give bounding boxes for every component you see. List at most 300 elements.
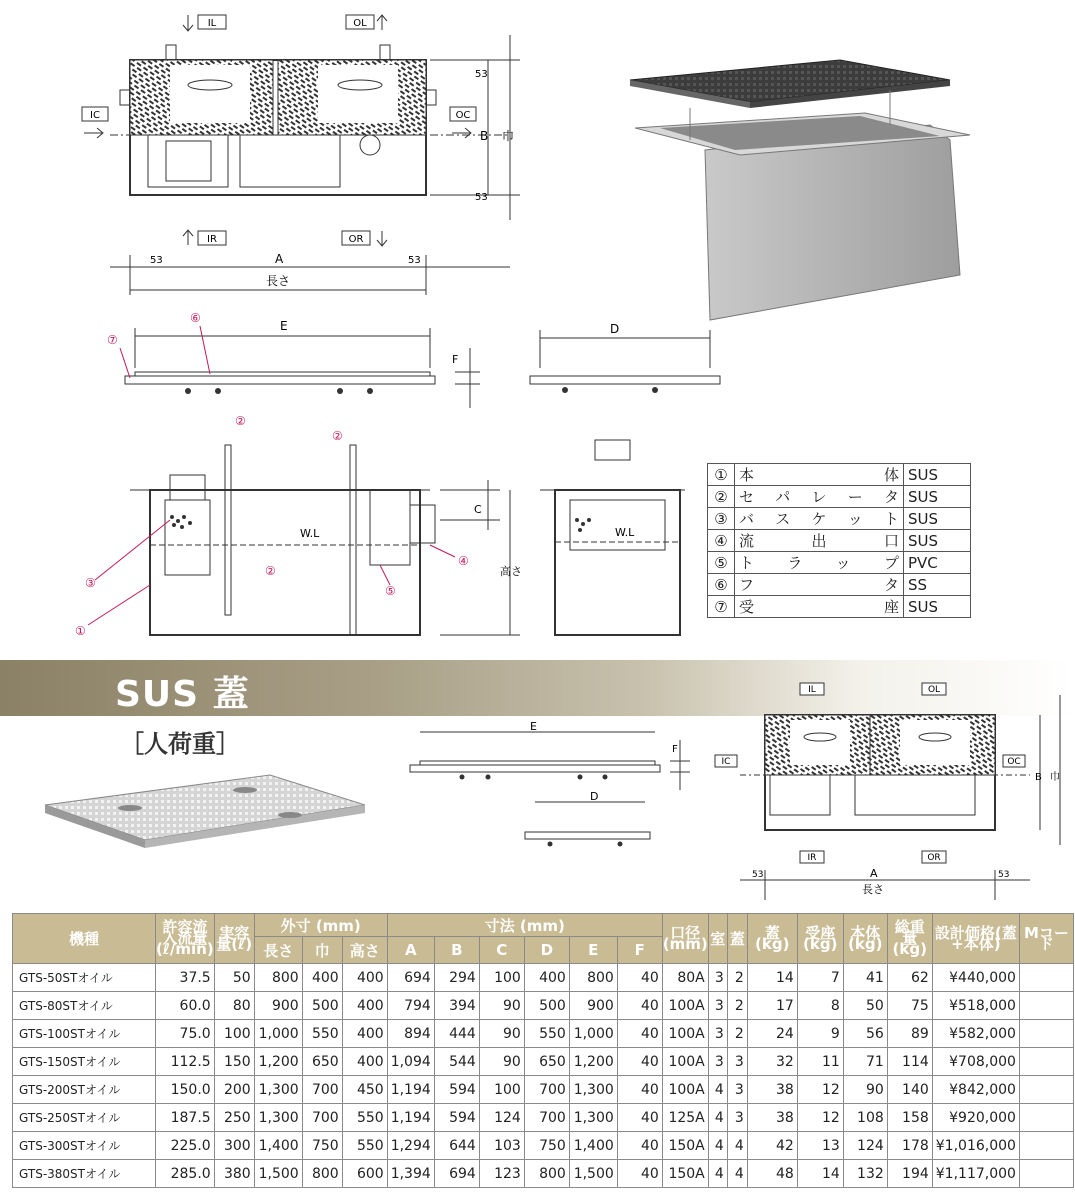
svg-text:高さ: 高さ xyxy=(500,565,522,578)
table-cell: 50 xyxy=(214,964,254,992)
table-cell: 90 xyxy=(479,992,524,1020)
th-capacity: 実容量(ℓ) xyxy=(214,914,254,964)
section-side-view xyxy=(70,414,530,650)
table-row xyxy=(13,1160,1074,1188)
svg-text:IL: IL xyxy=(207,18,217,29)
part-name-char: ッ xyxy=(847,510,863,528)
table-cell: 17 xyxy=(747,992,797,1020)
table-cell: 1,200 xyxy=(254,1048,302,1076)
th-outer: 外寸 (mm) xyxy=(254,914,387,937)
section-subtitle: ［人荷重］ xyxy=(120,730,240,758)
table-cell: 42 xyxy=(747,1132,797,1160)
table-cell: 40 xyxy=(617,1104,662,1132)
th-width: 巾 xyxy=(302,937,342,964)
part-name-char: セ xyxy=(739,488,755,506)
model-cell: GTS-250STオイル xyxy=(13,1104,156,1132)
table-cell xyxy=(1019,1104,1073,1132)
table-cell: 300 xyxy=(214,1132,254,1160)
svg-text:53: 53 xyxy=(998,870,1010,880)
th-e: E xyxy=(569,937,617,964)
svg-text:②: ② xyxy=(235,414,246,428)
svg-text:53: 53 xyxy=(475,192,488,203)
svg-text:53: 53 xyxy=(408,255,421,266)
th-flow: 許容流入流量(ℓ/min) xyxy=(156,914,215,964)
table-cell: 90 xyxy=(479,1048,524,1076)
table-cell: 1,300 xyxy=(254,1104,302,1132)
table-cell: ¥582,000 xyxy=(932,1020,1019,1048)
table-cell: 62 xyxy=(887,964,932,992)
oc-label xyxy=(450,107,476,138)
table-row xyxy=(13,964,1074,992)
part-name xyxy=(735,486,904,508)
part-name xyxy=(735,530,904,552)
table-cell: 60.0 xyxy=(156,992,215,1020)
table-cell: 100A xyxy=(662,1020,708,1048)
svg-text:IR: IR xyxy=(207,234,217,245)
table-cell: 2 xyxy=(727,992,747,1020)
table-row xyxy=(13,1132,1074,1160)
part-material: SUS xyxy=(904,596,971,618)
model-cell: GTS-300STオイル xyxy=(13,1132,156,1160)
svg-text:E: E xyxy=(530,720,537,733)
part-name-char: 口 xyxy=(883,532,899,550)
table-cell: 24 xyxy=(747,1020,797,1048)
sus-plan-view xyxy=(710,675,1070,905)
svg-text:⑤: ⑤ xyxy=(385,584,396,598)
table-cell: 4 xyxy=(708,1076,727,1104)
table-cell: 1,194 xyxy=(387,1076,434,1104)
table-cell: 40 xyxy=(617,1020,662,1048)
table-cell: 644 xyxy=(434,1132,479,1160)
part-name-char: 流 xyxy=(739,532,755,550)
svg-text:B: B xyxy=(1035,772,1042,783)
table-cell: 694 xyxy=(434,1160,479,1188)
table-cell: 400 xyxy=(342,1048,387,1076)
table-cell: 1,200 xyxy=(569,1048,617,1076)
table-cell: 380 xyxy=(214,1160,254,1188)
parts-row xyxy=(708,486,971,508)
part-name-char: ト xyxy=(883,510,899,528)
table-cell: 450 xyxy=(342,1076,387,1104)
svg-text:OC: OC xyxy=(1007,757,1021,767)
part-number: ⑥ xyxy=(708,574,735,596)
table-cell: 394 xyxy=(434,992,479,1020)
svg-text:⑥: ⑥ xyxy=(190,311,201,325)
table-cell: 800 xyxy=(254,964,302,992)
svg-text:W.L: W.L xyxy=(300,527,320,540)
svg-text:D: D xyxy=(590,790,599,803)
table-cell: 150A xyxy=(662,1132,708,1160)
th-bore: 口径(mm) xyxy=(662,914,708,964)
table-cell: 400 xyxy=(342,1020,387,1048)
table-cell: 700 xyxy=(524,1104,569,1132)
table-cell: 4 xyxy=(708,1132,727,1160)
part-name-char: ト xyxy=(739,554,755,572)
table-cell: 37.5 xyxy=(156,964,215,992)
table-cell: 140 xyxy=(887,1076,932,1104)
table-cell: 1,500 xyxy=(254,1160,302,1188)
th-a: A xyxy=(387,937,434,964)
svg-text:巾: 巾 xyxy=(502,129,515,143)
table-cell: 75 xyxy=(887,992,932,1020)
th-lids: 蓋 xyxy=(727,914,747,964)
table-cell: 550 xyxy=(524,1020,569,1048)
svg-text:A: A xyxy=(275,252,284,266)
table-cell: 800 xyxy=(569,964,617,992)
table-cell: 694 xyxy=(387,964,434,992)
part-name-char: 座 xyxy=(883,598,899,616)
svg-text:③: ③ xyxy=(85,576,96,590)
part-number: ③ xyxy=(708,508,735,530)
table-cell: 108 xyxy=(843,1104,887,1132)
table-cell: 194 xyxy=(887,1160,932,1188)
section-end-view xyxy=(535,430,695,645)
svg-text:OR: OR xyxy=(348,234,364,245)
svg-text:⑦: ⑦ xyxy=(107,333,118,347)
table-cell: 594 xyxy=(434,1104,479,1132)
table-cell: 1,000 xyxy=(569,1020,617,1048)
part-material: SUS xyxy=(904,530,971,552)
table-cell: 40 xyxy=(617,964,662,992)
svg-text:IL: IL xyxy=(808,685,816,695)
th-b: B xyxy=(434,937,479,964)
svg-text:D: D xyxy=(610,322,620,336)
table-cell: 112.5 xyxy=(156,1048,215,1076)
table-cell: 1,300 xyxy=(569,1104,617,1132)
table-cell: 700 xyxy=(524,1076,569,1104)
table-cell: 250 xyxy=(214,1104,254,1132)
table-cell: 90 xyxy=(843,1076,887,1104)
table-cell xyxy=(1019,1132,1073,1160)
table-cell xyxy=(1019,1020,1073,1048)
svg-text:C: C xyxy=(474,503,482,516)
part-name-char: ス xyxy=(775,510,791,528)
model-cell: GTS-150STオイル xyxy=(13,1048,156,1076)
table-cell: 41 xyxy=(843,964,887,992)
table-cell: 9 xyxy=(797,1020,843,1048)
product-photo xyxy=(620,40,980,325)
table-cell: 800 xyxy=(302,1160,342,1188)
table-cell: ¥518,000 xyxy=(932,992,1019,1020)
table-cell: 124 xyxy=(479,1104,524,1132)
svg-text:OL: OL xyxy=(927,685,941,695)
part-name-char: 本 xyxy=(739,466,755,484)
table-cell: 200 xyxy=(214,1076,254,1104)
table-cell: 4 xyxy=(727,1132,747,1160)
th-price: 設計価格(蓋+本体) xyxy=(932,914,1019,964)
th-total-kg: 総重量(kg) xyxy=(887,914,932,964)
svg-text:F: F xyxy=(672,744,678,755)
part-number: ① xyxy=(708,464,735,486)
table-cell: 40 xyxy=(617,1076,662,1104)
part-name-char: 出 xyxy=(811,532,827,550)
th-length: 長さ xyxy=(254,937,302,964)
table-row xyxy=(13,1020,1074,1048)
table-cell: 400 xyxy=(302,964,342,992)
table-cell: 100A xyxy=(662,1048,708,1076)
table-cell: 550 xyxy=(342,1132,387,1160)
table-cell: 3 xyxy=(727,1076,747,1104)
part-name-char: ー xyxy=(847,488,863,506)
part-name-char: フ xyxy=(739,576,755,594)
table-cell xyxy=(1019,992,1073,1020)
ir-label xyxy=(183,230,226,245)
table-cell: 150 xyxy=(214,1048,254,1076)
table-cell: 14 xyxy=(747,964,797,992)
table-cell: 40 xyxy=(617,1132,662,1160)
table-cell: 13 xyxy=(797,1132,843,1160)
table-cell: 1,500 xyxy=(569,1160,617,1188)
table-cell: 285.0 xyxy=(156,1160,215,1188)
table-cell: 4 xyxy=(708,1104,727,1132)
table-cell: 158 xyxy=(887,1104,932,1132)
table-cell: 80A xyxy=(662,964,708,992)
part-name-char: パ xyxy=(775,488,791,506)
table-cell: 700 xyxy=(302,1104,342,1132)
th-lid-kg: 蓋(kg) xyxy=(747,914,797,964)
table-cell: ¥440,000 xyxy=(932,964,1019,992)
svg-text:A: A xyxy=(870,867,878,880)
table-cell: 700 xyxy=(302,1076,342,1104)
table-cell: 794 xyxy=(387,992,434,1020)
table-cell: 40 xyxy=(617,1048,662,1076)
table-cell: 40 xyxy=(617,1160,662,1188)
svg-text:OL: OL xyxy=(353,18,367,29)
table-cell: 1,294 xyxy=(387,1132,434,1160)
table-cell: 100A xyxy=(662,992,708,1020)
section-title: SUS 蓋 xyxy=(115,674,250,715)
table-cell: 150A xyxy=(662,1160,708,1188)
table-row xyxy=(13,1104,1074,1132)
part-name xyxy=(735,508,904,530)
table-cell: 8 xyxy=(797,992,843,1020)
table-cell: ¥920,000 xyxy=(932,1104,1019,1132)
part-number: ⑤ xyxy=(708,552,735,574)
table-cell: 1,400 xyxy=(254,1132,302,1160)
model-cell: GTS-380STオイル xyxy=(13,1160,156,1188)
part-name-char: ケ xyxy=(811,510,827,528)
table-cell: 1,394 xyxy=(387,1160,434,1188)
th-seat-kg: 受座(kg) xyxy=(797,914,843,964)
table-cell: 900 xyxy=(569,992,617,1020)
part-name-char: バ xyxy=(739,510,755,528)
svg-text:巾: 巾 xyxy=(1050,772,1060,783)
il-label xyxy=(183,15,226,31)
table-cell: 80 xyxy=(214,992,254,1020)
table-row xyxy=(13,1048,1074,1076)
table-cell: 7 xyxy=(797,964,843,992)
table-cell: 400 xyxy=(342,964,387,992)
table-cell xyxy=(1019,1048,1073,1076)
table-cell: 90 xyxy=(479,1020,524,1048)
svg-text:長さ: 長さ xyxy=(862,883,884,896)
table-cell: 132 xyxy=(843,1160,887,1188)
part-name xyxy=(735,596,904,618)
model-cell: GTS-50STオイル xyxy=(13,964,156,992)
svg-text:IC: IC xyxy=(721,757,731,767)
table-cell: 3 xyxy=(727,1104,747,1132)
sus-lid-photo xyxy=(35,770,375,880)
table-cell: 11 xyxy=(797,1048,843,1076)
part-name xyxy=(735,464,904,486)
table-cell: 1,300 xyxy=(254,1076,302,1104)
lid-end-view xyxy=(520,318,720,398)
th-height: 高さ xyxy=(342,937,387,964)
table-cell: 100 xyxy=(479,1076,524,1104)
th-rooms: 室 xyxy=(708,914,727,964)
parts-row xyxy=(708,596,971,618)
parts-row xyxy=(708,464,971,486)
svg-text:②: ② xyxy=(265,564,276,578)
table-cell: 800 xyxy=(524,1160,569,1188)
table-cell: ¥842,000 xyxy=(932,1076,1019,1104)
table-cell: 500 xyxy=(524,992,569,1020)
table-cell: 89 xyxy=(887,1020,932,1048)
model-cell: GTS-100STオイル xyxy=(13,1020,156,1048)
table-cell: 3 xyxy=(708,1020,727,1048)
spec-table xyxy=(12,913,1074,1188)
svg-text:①: ① xyxy=(75,624,86,638)
svg-text:OR: OR xyxy=(927,853,941,863)
table-cell: 2 xyxy=(727,1020,747,1048)
table-cell: 1,194 xyxy=(387,1104,434,1132)
table-cell: 550 xyxy=(342,1104,387,1132)
table-cell: 125A xyxy=(662,1104,708,1132)
part-material: SUS xyxy=(904,508,971,530)
table-cell: 4 xyxy=(708,1160,727,1188)
table-cell: 14 xyxy=(797,1160,843,1188)
part-name-char: タ xyxy=(883,488,899,506)
table-cell: 100 xyxy=(479,964,524,992)
svg-text:B: B xyxy=(480,129,489,143)
svg-text:53: 53 xyxy=(150,255,163,266)
table-cell xyxy=(1019,1160,1073,1188)
table-cell: 900 xyxy=(254,992,302,1020)
svg-text:E: E xyxy=(280,319,288,333)
part-name-char: プ xyxy=(883,554,899,572)
part-number: ② xyxy=(708,486,735,508)
table-cell: 1,400 xyxy=(569,1132,617,1160)
ic-label xyxy=(82,107,108,138)
table-cell: ¥1,117,000 xyxy=(932,1160,1019,1188)
table-cell: 124 xyxy=(843,1132,887,1160)
table-cell: 544 xyxy=(434,1048,479,1076)
table-cell: 550 xyxy=(302,1020,342,1048)
table-cell: ¥1,016,000 xyxy=(932,1132,1019,1160)
table-cell: 38 xyxy=(747,1076,797,1104)
table-cell: 894 xyxy=(387,1020,434,1048)
parts-row xyxy=(708,552,971,574)
table-cell: 4 xyxy=(727,1160,747,1188)
table-cell: 1,094 xyxy=(387,1048,434,1076)
table-cell: 56 xyxy=(843,1020,887,1048)
table-cell: 600 xyxy=(342,1160,387,1188)
part-name xyxy=(735,574,904,596)
table-cell: 123 xyxy=(479,1160,524,1188)
table-cell: 650 xyxy=(302,1048,342,1076)
sus-lid-dimension-views xyxy=(400,720,700,860)
svg-text:W.L: W.L xyxy=(615,526,635,539)
table-cell: 400 xyxy=(342,992,387,1020)
table-cell: 3 xyxy=(708,992,727,1020)
table-cell: 225.0 xyxy=(156,1132,215,1160)
table-cell: 12 xyxy=(797,1076,843,1104)
svg-text:53: 53 xyxy=(752,870,764,880)
table-cell: 100A xyxy=(662,1076,708,1104)
table-cell: 38 xyxy=(747,1104,797,1132)
table-cell: 40 xyxy=(617,992,662,1020)
part-material: SUS xyxy=(904,464,971,486)
model-cell: GTS-200STオイル xyxy=(13,1076,156,1104)
table-cell: 650 xyxy=(524,1048,569,1076)
or-label xyxy=(342,231,387,246)
table-cell: 75.0 xyxy=(156,1020,215,1048)
table-cell: 32 xyxy=(747,1048,797,1076)
table-cell: 103 xyxy=(479,1132,524,1160)
part-number: ④ xyxy=(708,530,735,552)
table-cell: 12 xyxy=(797,1104,843,1132)
part-material: SS xyxy=(904,574,971,596)
part-name-char: タ xyxy=(883,576,899,594)
plan-view-diagram xyxy=(70,5,540,305)
parts-row xyxy=(708,508,971,530)
table-cell: 3 xyxy=(727,1048,747,1076)
th-c: C xyxy=(479,937,524,964)
svg-text:②: ② xyxy=(332,429,343,443)
table-cell: 500 xyxy=(302,992,342,1020)
table-cell: 750 xyxy=(302,1132,342,1160)
th-d: D xyxy=(524,937,569,964)
th-body-kg: 本体(kg) xyxy=(843,914,887,964)
th-f: F xyxy=(617,937,662,964)
svg-text:OC: OC xyxy=(455,110,471,121)
part-name-char: 体 xyxy=(883,466,899,484)
parts-row xyxy=(708,574,971,596)
table-cell: 100 xyxy=(214,1020,254,1048)
svg-text:IR: IR xyxy=(807,853,817,863)
table-cell: 178 xyxy=(887,1132,932,1160)
part-material: PVC xyxy=(904,552,971,574)
table-cell: 400 xyxy=(524,964,569,992)
svg-text:53: 53 xyxy=(475,69,488,80)
lid-side-view xyxy=(100,308,500,418)
part-name-char: レ xyxy=(811,488,827,506)
th-dims: 寸法 (mm) xyxy=(387,914,662,937)
table-cell: 294 xyxy=(434,964,479,992)
table-cell: 1,300 xyxy=(569,1076,617,1104)
table-cell: 750 xyxy=(524,1132,569,1160)
part-material: SUS xyxy=(904,486,971,508)
table-cell: 71 xyxy=(843,1048,887,1076)
table-cell: 187.5 xyxy=(156,1104,215,1132)
parts-row xyxy=(708,530,971,552)
table-row xyxy=(13,1076,1074,1104)
model-cell: GTS-80STオイル xyxy=(13,992,156,1020)
table-cell: 594 xyxy=(434,1076,479,1104)
table-cell: ¥708,000 xyxy=(932,1048,1019,1076)
th-model: 機種 xyxy=(13,914,156,964)
part-name-char: ラ xyxy=(787,554,803,572)
svg-text:IC: IC xyxy=(90,110,100,121)
table-cell xyxy=(1019,964,1073,992)
part-number: ⑦ xyxy=(708,596,735,618)
table-cell: 1,000 xyxy=(254,1020,302,1048)
table-cell: 50 xyxy=(843,992,887,1020)
table-cell: 2 xyxy=(727,964,747,992)
table-cell: 114 xyxy=(887,1048,932,1076)
table-cell: 3 xyxy=(708,1048,727,1076)
part-name-char: 受 xyxy=(739,598,755,616)
